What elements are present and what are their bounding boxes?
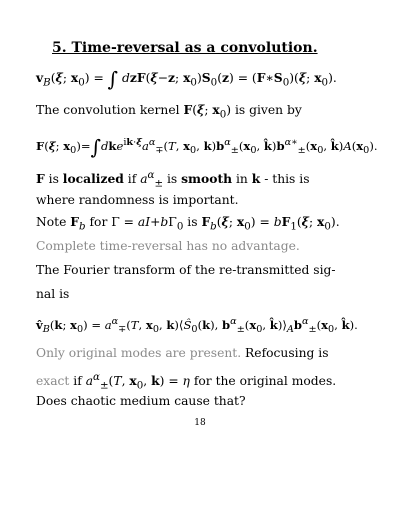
page-number: 18 (194, 418, 206, 428)
randomness-line: where randomness is important. (36, 193, 239, 207)
fourier-line-2: nal is (36, 287, 70, 301)
only-original-line (36, 345, 380, 361)
convolution-equation: $v_B(\xi$; $x_0$) = ∫ dzF(ξ−z; $x_0)S_0(z)$ = $(F∗S_0)(\xi$; $x_0$). (36, 67, 337, 91)
refocusing-text: Refocusing is (245, 346, 329, 360)
kernel-intro: The convolution kernel F(ξ; $x_0$) is given by (36, 102, 302, 121)
fourier-line-1: The Fourier transform of the re-transmitted sig- (36, 263, 336, 277)
only-original-text: Only original modes are present. (36, 346, 242, 360)
note-line: Note $F_b$ for $\Gamma = aI+b\Gamma_0$ is $F_b(\xi$; $x_0) = bF_1(\xi$; $x_0$). (36, 214, 340, 233)
section-title: 5. Time-reversal as a convolution. (52, 40, 318, 56)
chaotic-question: Does chaotic medium cause that? (36, 394, 246, 408)
localized-line: F is localized if $a^\alpha_\pm$ is smooth in k - this is (36, 169, 310, 190)
exact-line: exact if $a^\alpha_\pm(T$, $x_0$, k) = η for the original modes. (36, 371, 337, 392)
kernel-equation: F(ξ; $x_0)=\int dke^{ik\cdot\xi}a^\alpha_\mp(T$, $x_0$, $k)b^\alpha_\pm(x_0$, $k̂)b^{\alpha∗}_\pm(x_0$, $k̂)A(x_0)$. (36, 134, 378, 159)
fourier-equation: $v̂_B(k$; $x_0) = a^\alpha_\mp(T$, $x_0$, $k)⟨Ŝ_0(k)$, $b^\alpha_\pm(x_0$, $k̂)⟩_Ab^\alpha_\pm(x_0$, k̂). (36, 316, 358, 336)
no-advantage-line: Complete time-reversal has no advantage. (36, 239, 300, 253)
